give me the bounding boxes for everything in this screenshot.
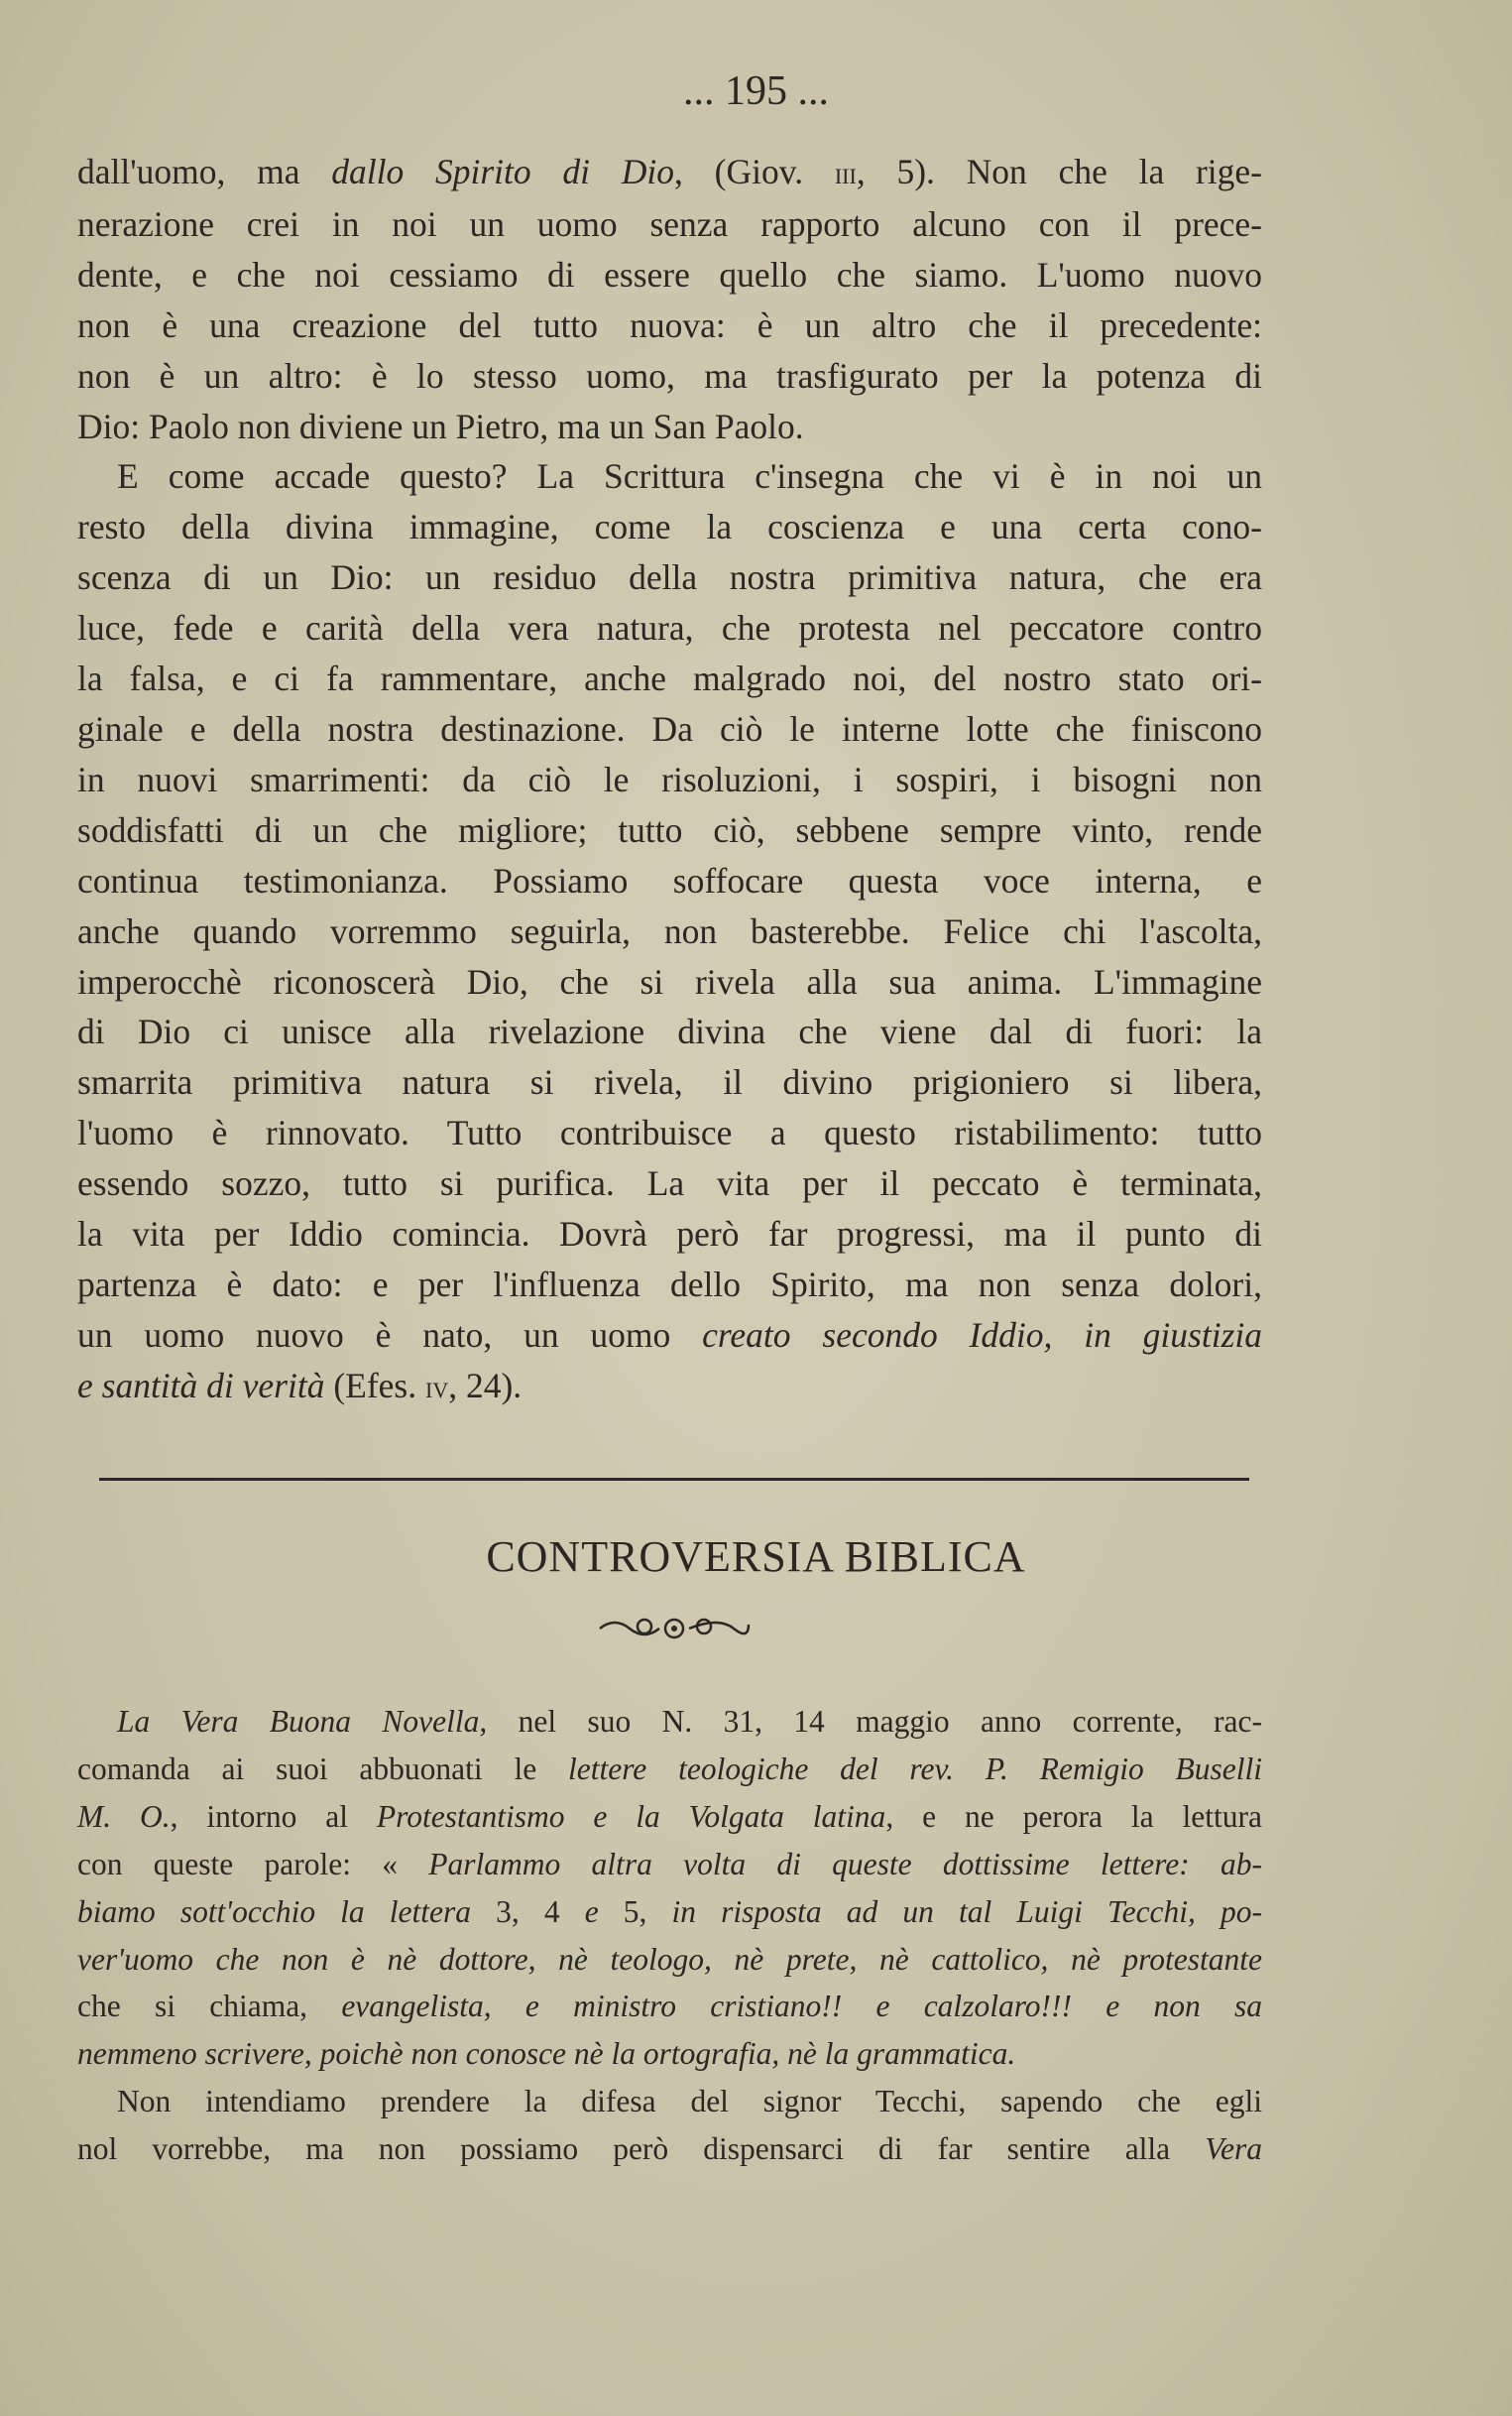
controversy-text-run: comanda ai suoi abbuonati le xyxy=(77,1751,568,1786)
controversy-text-run: Non intendiamo prendere la difesa del signor Tecchi, sapendo che egli xyxy=(117,2084,1262,2119)
article-text-line xyxy=(77,1108,1262,1158)
controversy-body-paragraphs xyxy=(77,1698,1262,2173)
section-heading: CONTROVERSIA BIBLICA xyxy=(486,1532,1026,1581)
controversy-text-run: , e ne perora la lettura xyxy=(885,1798,1262,1834)
article-text-line xyxy=(77,1158,1262,1209)
article-text-line xyxy=(77,755,1262,805)
article-text-run: un uomo nuovo è nato, un uomo xyxy=(77,1314,703,1355)
article-text-run: l'uomo è rinnovato. Tutto contribuisce a questo ristabilimento: tutto xyxy=(77,1113,1262,1153)
controversy-text-line xyxy=(77,1888,1262,1936)
article-text-line xyxy=(77,805,1262,856)
article-text-run: , 24). xyxy=(448,1365,523,1405)
page-number-header: ... 195 ... xyxy=(683,68,829,114)
controversy-text-run: evangelista, e ministro cristiano!! e calzolaro!!! e non sa xyxy=(341,1989,1263,2024)
controversy-text-run: e xyxy=(584,1893,599,1929)
controversy-text-run: Protestantismo e la Volgata latina xyxy=(376,1798,886,1834)
article-text-run: (Efes. xyxy=(324,1365,425,1405)
article-text-run: iv xyxy=(425,1369,449,1404)
article-text-run: scenza di un Dio: un residuo della nostra primitiva natura, che era xyxy=(77,557,1262,598)
article-text-line xyxy=(77,402,1262,452)
article-text-run: dallo Spirito di Dio xyxy=(331,152,675,191)
controversy-text-run: M. O. xyxy=(77,1798,171,1834)
controversy-text-run: biamo sott'occhio la lettera xyxy=(77,1893,472,1929)
controversy-text-run: che si chiama, xyxy=(77,1989,342,2024)
article-text-line xyxy=(77,654,1262,704)
article-text-run: soddisfatti di un che migliore; tutto ciò, sebbene sempre vinto, rende xyxy=(77,809,1262,850)
article-text-run: , (Giov. xyxy=(674,152,835,191)
controversy-text-run: nemmeno scrivere, poichè non conosce nè la ortografia, nè la grammatica. xyxy=(77,2036,1016,2072)
article-text-run: non è una creazione del tutto nuova: è un altro che il precedente: xyxy=(77,304,1262,345)
controversy-text-run: , intorno al xyxy=(170,1798,377,1834)
article-text-run: continua testimonianza. Possiamo soffocare questa voce interna, e xyxy=(77,860,1262,901)
controversy-text-line xyxy=(77,1983,1262,2030)
controversy-text-line xyxy=(77,1698,1262,1746)
article-text-run: dente, e che noi cessiamo di essere quello che siamo. L'uomo nuovo xyxy=(77,254,1262,295)
article-text-run: e santità di verità xyxy=(77,1365,325,1405)
controversy-text-run: 3, 4 xyxy=(471,1893,585,1929)
article-text-run: , 5). Non che la rige- xyxy=(856,152,1262,191)
article-text-run: E come accade questo? La Scrittura c'insegna che vi è in noi un xyxy=(117,456,1262,497)
article-text-run: dall'uomo, ma xyxy=(77,152,332,191)
article-text-run: iii xyxy=(834,156,857,190)
article-text-line xyxy=(77,1007,1262,1057)
controversy-text-run: Parlammo altra volta di queste dottissime lettere: ab- xyxy=(428,1846,1262,1881)
article-text-run: essendo sozzo, tutto si purifica. La vita per il peccato è terminata, xyxy=(77,1163,1262,1204)
article-text-run: Dio: Paolo non diviene un Pietro, ma un San Paolo. xyxy=(77,406,804,446)
article-text-line xyxy=(77,704,1262,755)
controversy-text-run: 5, xyxy=(598,1893,672,1929)
controversy-text-run: nol vorrebbe, ma non possiamo però dispensarci di far sentire alla xyxy=(77,2131,1206,2167)
article-text-line xyxy=(77,1057,1262,1108)
controversy-text-line xyxy=(77,2078,1262,2125)
controversy-text-run: con queste parole: « xyxy=(77,1846,429,1881)
article-text-run: creato secondo Iddio, in giustizia xyxy=(702,1314,1262,1355)
article-text-line xyxy=(77,147,1262,199)
article-text-run: anche quando vorremmo seguirla, non basterebbe. Felice chi l'ascolta, xyxy=(77,910,1262,951)
controversy-text-line xyxy=(77,2125,1262,2173)
article-text-run: imperocchè riconoscerà Dio, che si rivela alla sua anima. L'immagine xyxy=(77,961,1262,1002)
article-text-run: ginale e della nostra destinazione. Da ciò le interne lotte che finiscono xyxy=(77,708,1262,749)
article-text-run: in nuovi smarrimenti: da ciò le risoluzioni, i sospiri, i bisogni non xyxy=(77,759,1262,799)
article-text-line xyxy=(77,451,1262,502)
article-text-line xyxy=(77,351,1262,402)
article-text-line xyxy=(77,603,1262,654)
article-text-line xyxy=(77,1209,1262,1260)
article-text-line xyxy=(77,1310,1262,1361)
article-text-run: luce, fede e carità della vera natura, che protesta nel peccatore contro xyxy=(77,608,1262,649)
article-text-run: la falsa, e ci fa rammentare, anche malgrado noi, del nostro stato ori- xyxy=(77,659,1262,699)
section-divider-rule xyxy=(99,1478,1249,1481)
article-body-paragraphs xyxy=(77,147,1262,1413)
controversy-text-line xyxy=(77,1936,1262,1984)
article-text-line xyxy=(77,1361,1262,1413)
controversy-text-run: ver'uomo che non è nè dottore, nè teologo, nè prete, nè cattolico, nè protestante xyxy=(77,1941,1262,1977)
article-text-run: resto della divina immagine, come la coscienza e una certa cono- xyxy=(77,507,1262,547)
controversy-text-line xyxy=(77,1746,1262,1793)
article-text-line xyxy=(77,957,1262,1008)
controversy-text-line xyxy=(77,1793,1262,1841)
article-text-line xyxy=(77,301,1262,351)
article-text-run: non è un altro: è lo stesso uomo, ma trasfigurato per la potenza di xyxy=(77,355,1262,396)
article-text-line xyxy=(77,199,1262,250)
ornament-flourish-icon xyxy=(595,1607,754,1646)
controversy-text-line xyxy=(77,1841,1262,1888)
controversy-text-run: Vera xyxy=(1205,2131,1262,2167)
controversy-text-run: in risposta ad un tal Luigi Tecchi, po- xyxy=(671,1893,1263,1929)
article-text-run: smarrita primitiva natura si rivela, il divino prigioniero si libera, xyxy=(77,1062,1262,1103)
article-text-line xyxy=(77,502,1262,552)
controversy-text-line xyxy=(77,2030,1262,2078)
article-text-line xyxy=(77,856,1262,906)
article-text-line xyxy=(77,906,1262,957)
article-text-run: partenza è dato: e per l'influenza dello Spirito, ma non senza dolori, xyxy=(77,1264,1262,1304)
article-text-run: la vita per Iddio comincia. Dovrà però far progressi, ma il punto di xyxy=(77,1214,1262,1255)
article-text-run: nerazione crei in noi un uomo senza rapporto alcuno con il prece- xyxy=(77,203,1262,244)
article-text-run: di Dio ci unisce alla rivelazione divina che viene dal di fuori: la xyxy=(77,1012,1262,1052)
controversy-text-run: lettere teologiche del rev. P. Remigio Buselli xyxy=(568,1751,1263,1786)
article-text-line xyxy=(77,250,1262,301)
article-text-line xyxy=(77,1260,1262,1310)
controversy-text-run: La Vera Buona Novella, xyxy=(117,1704,488,1739)
article-text-line xyxy=(77,552,1262,603)
controversy-text-run: nel suo N. 31, 14 maggio anno corrente, rac- xyxy=(487,1704,1262,1739)
